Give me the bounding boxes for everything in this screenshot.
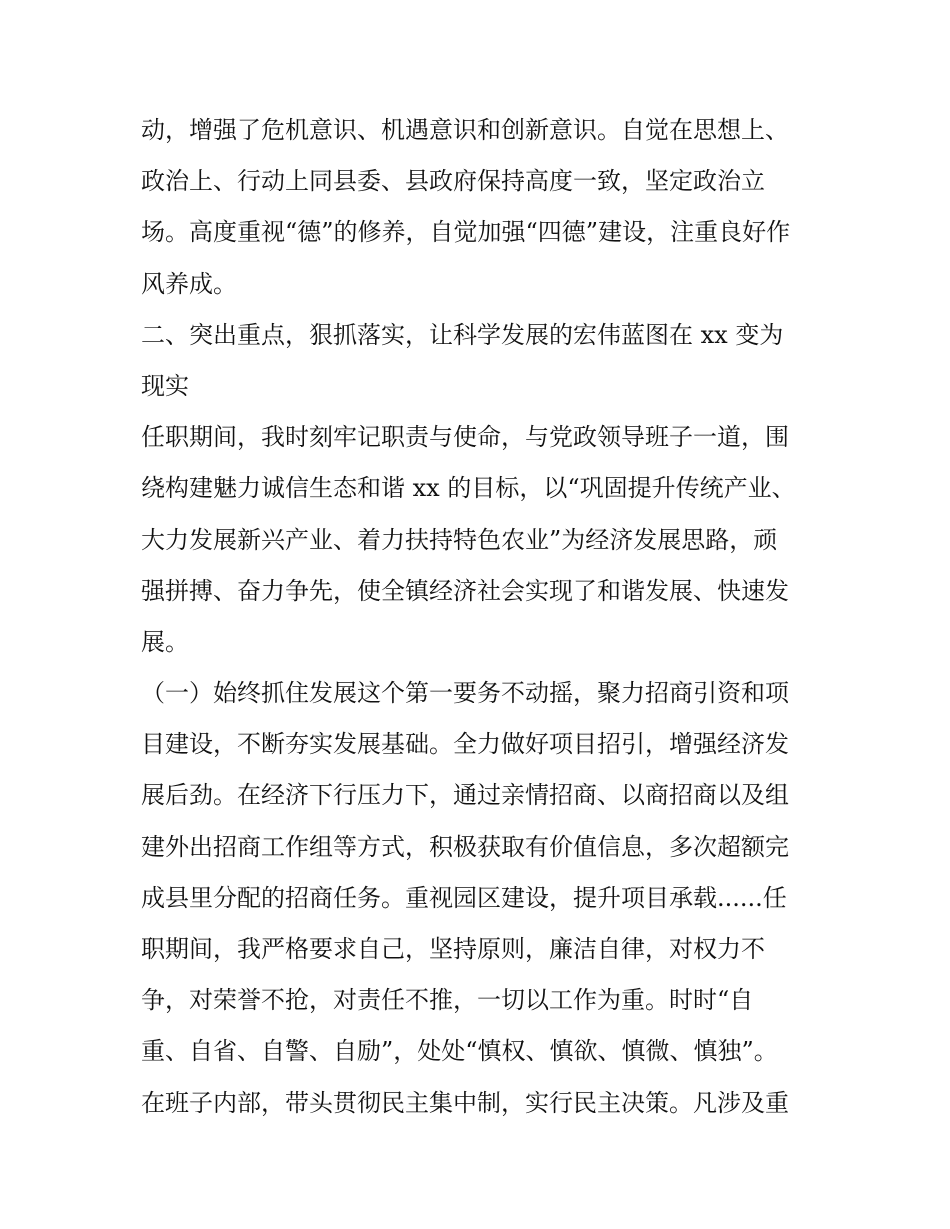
text-line: 在班子内部，带头贯彻民主集中制，实行民主决策。凡涉及重 xyxy=(141,1088,789,1117)
document-page xyxy=(141,105,816,1129)
section-heading-line: 二、突出重点，狠抓落实，让科学发展的宏伟蓝图在 xx 变为 xyxy=(141,320,784,349)
text-line: 强拼搏、奋力争先，使全镇经济社会实现了和谐发展、快速发 xyxy=(141,576,789,605)
text-line: 展后劲。在经济下行压力下，通过亲情招商、以商招商以及组 xyxy=(141,781,789,810)
text-line: 风养成。 xyxy=(141,269,237,298)
text-line: 目建设，不断夯实发展基础。全力做好项目招引，增强经济发 xyxy=(141,730,789,759)
text-line: 大力发展新兴产业、着力扶持特色农业”为经济发展思路，顽 xyxy=(141,525,778,554)
text-line: 成县里分配的招商任务。重视园区建设，提升项目承载......任 xyxy=(141,883,787,912)
text-line: 重、自省、自警、自励”，处处“慎权、慎欲、慎微、慎独”。 xyxy=(141,1037,778,1066)
text-line: 职期间，我严格要求自己，坚持原则，廉洁自律，对权力不 xyxy=(141,935,765,963)
text-line: 绕构建魅力诚信生态和谐 xx 的目标，以“巩固提升传统产业、 xyxy=(141,474,796,503)
section-heading-line: 现实 xyxy=(141,371,189,400)
text-line: 任职期间，我时刻牢记职责与使命，与党政领导班子一道，围 xyxy=(141,423,789,452)
subsection-line: （一）始终抓住发展这个第一要务不动摇，聚力招商引资和项 xyxy=(141,679,789,708)
text-line: 场。高度重视“德”的修养，自觉加强“四德”建设，注重良好作 xyxy=(141,218,791,247)
text-line: 建外出招商工作组等方式，积极获取有价值信息，多次超额完 xyxy=(141,832,789,861)
text-line: 争，对荣誉不抢，对责任不推，一切以工作为重。时时“自 xyxy=(141,986,754,1015)
text-line: 政治上、行动上同县委、县政府保持高度一致，坚定政治立 xyxy=(141,167,765,196)
text-line: 展。 xyxy=(141,627,189,656)
text-line: 动，增强了危机意识、机遇意识和创新意识。自觉在思想上、 xyxy=(141,116,789,144)
